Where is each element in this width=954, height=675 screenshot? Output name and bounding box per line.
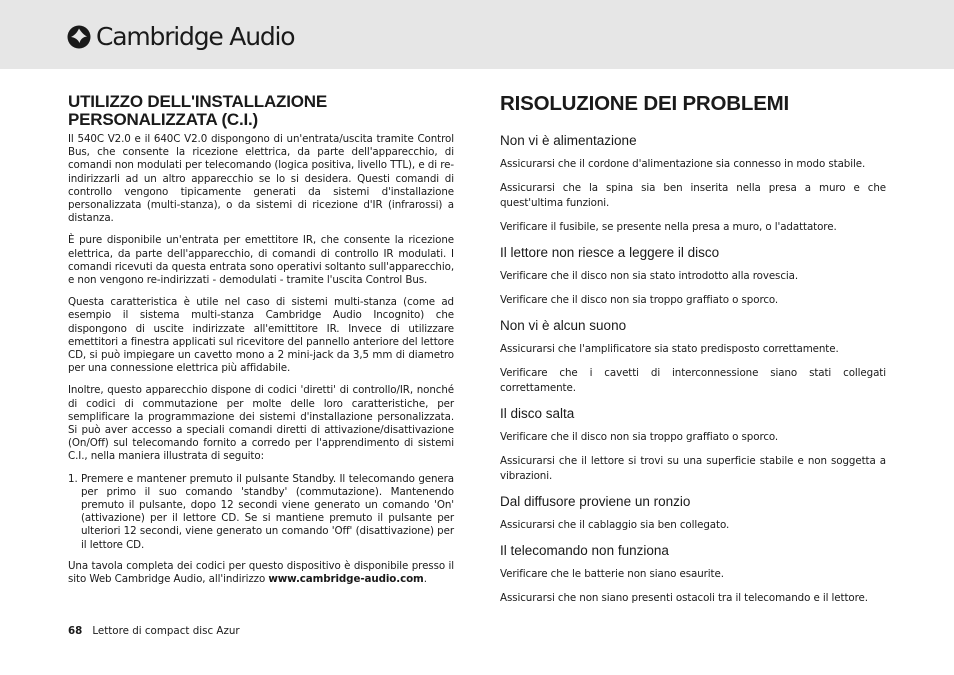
page-header [0, 0, 954, 69]
topic-heading: Il telecomando non funziona [500, 543, 669, 558]
website-link[interactable]: www.cambridge-audio.com [268, 573, 424, 586]
troubleshooting-section [500, 92, 886, 616]
brand-logo [67, 22, 294, 52]
ci-paragraph-4: Inoltre, questo apparecchio dispone di codici 'diretti' di controllo/IR, nonché di codici di commutazione per molte delle loro caratteristiche, per semplificare la programmazione dei sistemi d'installazione personalizzata. Si può aver accesso a speciali comandi diretti di attivazione/disattivazione (On/Off) sul telecomando fornito a corredo per l'apprendimento di sistemi C.I., nella maniera illustrata di seguito: [68, 384, 454, 463]
ci-section-title: UTILIZZO DELL'INSTALLAZIONE PERSONALIZZATA (C.I.) [68, 92, 327, 129]
page-number: 68 [68, 625, 83, 637]
ci-steps-list [68, 473, 454, 552]
topic-item: Assicurarsi che non siano presenti ostacoli tra il telecomando e il lettore. [500, 592, 868, 604]
topic-disc-skips [500, 406, 886, 484]
topic-no-sound [500, 318, 886, 396]
ci-step-item [68, 473, 454, 552]
ci-paragraph-2: È pure disponibile un'entrata per emettitore IR, che consente la ricezione elettrica, da parte dell'apparecchio, di comandi di controllo IR modulati. I comandi ricevuti da questa entrata sono operativi soltanto sull'apparecchio, e non vengono re-indirizzati - demodulati - tramite l'uscita Control Bus. [68, 234, 454, 287]
ci-paragraph-1: Il 540C V2.0 e il 640C V2.0 dispongono di un'entrata/uscita tramite Control Bus, che consente la ricezione elettrica, da parte dell'apparecchio, di comandi non modulati per telecomando (logica positiva, livello TTL), e di re-indirizzarli ad un altro apparecchio se lo si desidera. Questi comandi di controllo vengono tipicamente generati da sistemi d'installazione personalizzata (multi-stanza), o da sistemi di ricezione d'IR (infrarossi) a distanza. [68, 133, 454, 225]
topic-item: Assicurarsi che l'amplificatore sia stato predisposto correttamente. [500, 343, 839, 355]
ci-paragraph-3: Questa caratteristica è utile nel caso di sistemi multi-stanza (come ad esempio il sistema multi-stanza Cambridge Audio Incognito) che dispongono di uscite indirizzate all'emittitore IR. Invece di utilizzare emettitori a finestra applicati sul ricevitore del pannello anteriore del lettore CD, si può impiegare un cavetto mono a 2 mini-jack da 3,5 mm di diametro per una connessione elettrica più affidabile. [68, 296, 454, 375]
topic-heading: Non vi è alcun suono [500, 318, 627, 333]
cambridge-audio-logo-icon [67, 25, 91, 49]
topic-heading: Il lettore non riesce a leggere il disco [500, 245, 720, 260]
topic-heading: Non vi è alimentazione [500, 133, 637, 148]
topic-disc-not-read [500, 245, 886, 308]
ci-step-text: Premere e mantener premuto il pulsante Standby. Il telecomando genera per primo il suo comando 'standby' (commutazione). Mantenendo premuto il pulsante, dopo 12 secondi viene generato un comando 'On' (attivazione) per il lettore CD. Se si mantiene premuto il pulsante per ulteriori 12 secondi, viene generato un comando 'Off' (disattivazione) per il lettore CD. [81, 472, 454, 551]
topic-speaker-hum [500, 494, 886, 533]
ci-closing-text: Una tavola completa dei codici per questo dispositivo è disponibile presso il sito Web Cambridge Audio, all'indirizzo [68, 559, 454, 586]
ci-closing-end: . [423, 573, 427, 586]
ci-closing-paragraph [68, 560, 454, 586]
topic-no-power [500, 133, 886, 235]
topic-heading: Il disco salta [500, 406, 575, 421]
topic-item: Verificare che il disco non sia stato introdotto alla rovescia. [500, 270, 799, 282]
topic-item: Verificare che il disco non sia troppo graffiato o sporco. [500, 431, 779, 443]
topic-heading: Dal diffusore proviene un ronzio [500, 494, 691, 509]
footer-text: Lettore di compact disc Azur [92, 625, 240, 637]
topic-item: Verificare che i cavetti di interconnessione siano stati collegati correttamente. [500, 367, 886, 394]
brand-name: Cambridge Audio [96, 22, 295, 51]
topic-item: Verificare il fusibile, se presente nella presa a muro, o l'adattatore. [500, 221, 837, 233]
ci-section [68, 93, 454, 595]
topic-item: Assicurarsi che la spina sia ben inserita nella presa a muro e che quest'ultima funzioni. [500, 182, 886, 209]
topic-item: Assicurarsi che il cablaggio sia ben collegato. [500, 519, 730, 531]
ci-step-number: 1. [68, 472, 78, 485]
page-footer [68, 625, 240, 637]
topic-item: Assicurarsi che il lettore si trovi su una superficie stabile e non soggetta a vibrazioni. [500, 455, 886, 482]
topic-item: Verificare che il disco non sia troppo graffiato o sporco. [500, 294, 779, 306]
troubleshooting-title: RISOLUZIONE DEI PROBLEMI [500, 92, 790, 115]
topic-item: Assicurarsi che il cordone d'alimentazione sia connesso in modo stabile. [500, 158, 866, 170]
topic-item: Verificare che le batterie non siano esaurite. [500, 568, 724, 580]
topic-remote-not-working [500, 543, 886, 606]
